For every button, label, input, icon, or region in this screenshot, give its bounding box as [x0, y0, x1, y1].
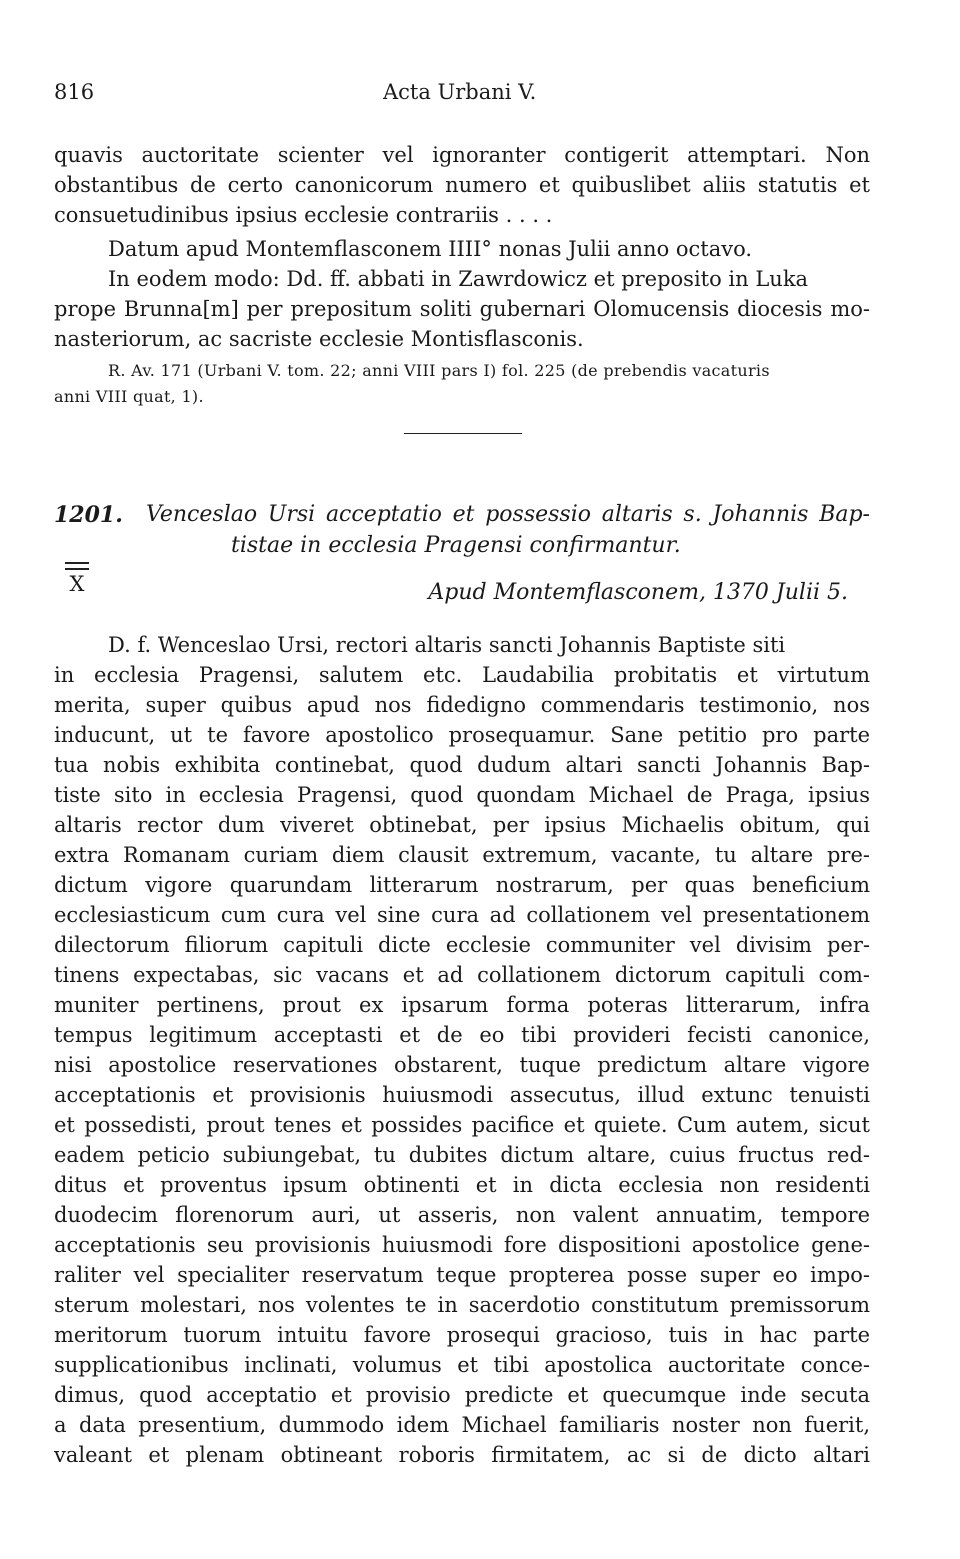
body-line: duodecim florenorum auri, ut asseris, non valent annuatim, tempore	[54, 1203, 870, 1227]
text-line: consuetudinibus ipsius ecclesie contrariis . . . .	[54, 203, 553, 227]
body-line: in ecclesia Pragensi, salutem etc. Laudabilia probitatis et virtutum	[54, 663, 870, 687]
body-line: et possedisti, prout tenes et possides pacifice et quiete. Cum autem, sicut	[54, 1113, 870, 1137]
body-line: inducunt, ut te favore apostolico prosequamur. Sane petitio pro parte	[54, 723, 870, 747]
body-line: dimus, quod acceptatio et provisio predicte et quecumque inde secuta	[54, 1383, 870, 1407]
body-line: tua nobis exhibita continebat, quod dudum altari sancti Johannis Bap-	[54, 753, 870, 777]
body-line: nisi apostolice reservationes obstarent, tuque predictum altare vigore	[54, 1053, 870, 1077]
body-line: eadem peticio subiungebat, tu dubites dictum altare, cuius fructus red-	[54, 1143, 870, 1167]
text-line: In eodem modo: Dd. ff. abbati in Zawrdowicz et preposito in Luka	[108, 267, 809, 291]
body-line: valeant et plenam obtineant roboris firmitatem, ac si de dicto altari	[54, 1443, 870, 1467]
body-line: sterum molestari, nos volentes te in sacerdotio constitutum premissorum	[54, 1293, 870, 1317]
page-number: 816	[54, 80, 95, 104]
body-line: tempus legitimum acceptasti et de eo tibi provideri fecisti canonice,	[54, 1023, 870, 1047]
register-mark-bars	[65, 562, 89, 570]
body-line: D. f. Wenceslao Ursi, rectori altaris sancti Johannis Baptiste siti	[108, 633, 786, 657]
section-divider	[404, 433, 522, 434]
body-line: acceptationis et provisionis huiusmodi assecutus, illud extunc tenuisti	[54, 1083, 870, 1107]
document-title: Venceslao Ursi acceptatio et possessio altaris s. Johannis Bap-	[146, 502, 870, 527]
source-note: anni VIII quat, 1).	[54, 387, 204, 406]
body-line: tinens expectabas, sic vacans et ad collationem dictorum capituli com-	[54, 963, 870, 987]
datum-line: Datum apud Montemflasconem IIII° nonas Julii anno octavo.	[108, 237, 753, 261]
body-line: supplicationibus inclinati, volumus et tibi apostolica auctoritate conce-	[54, 1353, 870, 1377]
body-line: dictum vigore quarundam litterarum nostrarum, per quas beneficium	[54, 873, 870, 897]
body-line: meritorum tuorum intuitu favore prosequi gracioso, tuis in hac parte	[54, 1323, 870, 1347]
body-line: ecclesiasticum cum cura vel sine cura ad collationem vel presentationem	[54, 903, 870, 927]
source-note: R. Av. 171 (Urbani V. tom. 22; anni VIII pars I) fol. 225 (de prebendis vacaturis	[108, 361, 770, 380]
text-line: quavis auctoritate scienter vel ignoranter contigerit attemptari. Non	[54, 143, 870, 167]
running-title: Acta Urbani V.	[383, 80, 537, 104]
body-line: tiste sito in ecclesia Pragensi, quod quondam Michael de Praga, ipsius	[54, 783, 870, 807]
body-line: muniter pertinens, prout ex ipsarum forma poteras litterarum, infra	[54, 993, 870, 1017]
text-line: obstantibus de certo canonicorum numero et quibuslibet aliis statutis et	[54, 173, 870, 197]
body-line: raliter vel specialiter reservatum teque propterea posse super eo impo-	[54, 1263, 870, 1287]
place-date: Apud Montemflasconem, 1370 Julii 5.	[428, 580, 848, 605]
document-number: 1201.	[54, 502, 123, 528]
register-mark-letter: X	[69, 572, 85, 596]
body-line: a data presentium, dummodo idem Michael familiaris noster non fuerit,	[54, 1413, 870, 1437]
text-line: prope Brunna[m] per prepositum soliti gubernari Olomucensis diocesis mo-	[54, 297, 870, 321]
body-line: ditus et proventus ipsum obtinenti et in dicta ecclesia non residenti	[54, 1173, 870, 1197]
body-line: acceptationis seu provisionis huiusmodi fore dispositioni apostolice gene-	[54, 1233, 870, 1257]
register-mark	[62, 562, 92, 596]
text-line: nasteriorum, ac sacriste ecclesie Montisflasconis.	[54, 327, 584, 351]
body-line: extra Romanam curiam diem clausit extremum, vacante, tu altare pre-	[54, 843, 870, 867]
body-line: merita, super quibus apud nos fidedigno commendaris testimonio, nos	[54, 693, 870, 717]
body-line: altaris rector dum viveret obtinebat, per ipsius Michaelis obitum, qui	[54, 813, 870, 837]
body-line: dilectorum filiorum capituli dicte ecclesie communiter vel divisim per-	[54, 933, 870, 957]
document-title-cont: tistae in ecclesia Pragensi confirmantur.	[231, 533, 681, 558]
